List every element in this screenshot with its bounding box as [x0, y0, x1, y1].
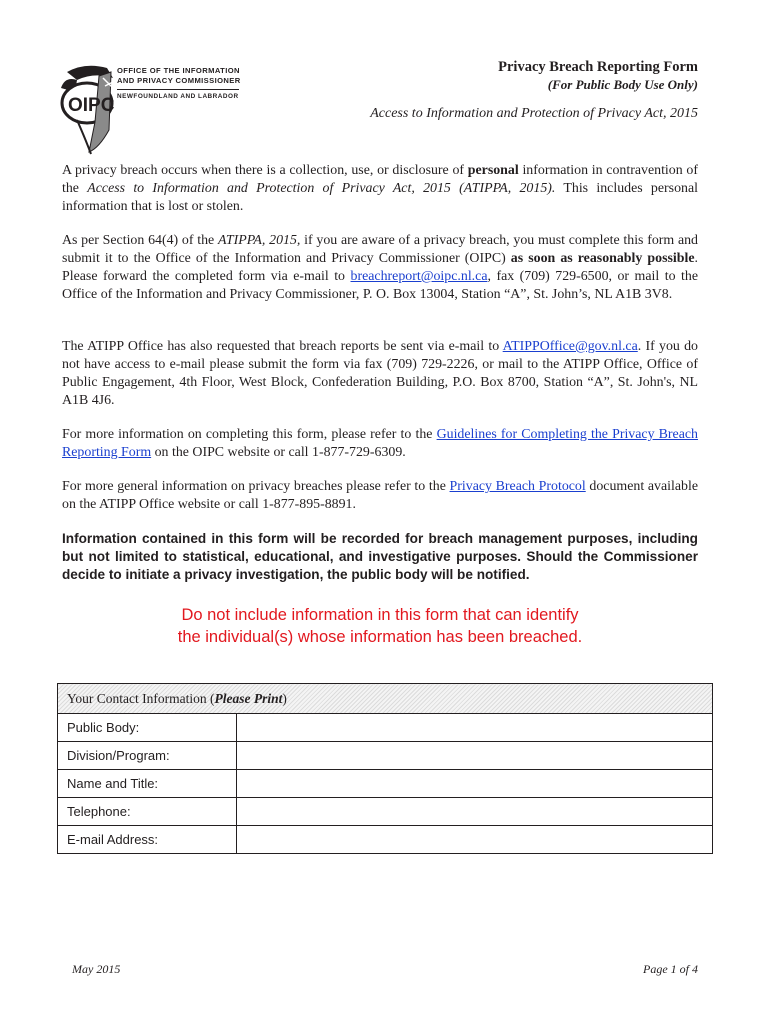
act-title: Access to Information and Protection of Privacy Act, 2015 — [370, 106, 698, 121]
intro-paragraph — [62, 162, 698, 216]
svg-text:OIPC: OIPC — [68, 95, 115, 116]
para1-act: Access to Information and Protection of Privacy Act, 2015 (ATIPPA, 2015). — [87, 181, 556, 196]
section-64-paragraph — [62, 232, 698, 304]
footer-page-number: Page 1 of 4 — [643, 962, 698, 976]
para1-text-3: This includes personal information that is lost or stolen. — [62, 181, 698, 214]
para2-bold: as soon as reasonably possible — [510, 251, 695, 266]
para2-act: ATIPPA, 2015, — [217, 233, 301, 248]
para4-text-2: on the OIPC website or call 1-877-729-6309. — [151, 445, 406, 460]
form-header — [498, 58, 698, 93]
para2-text-3: . Please forward the completed form via e-mail to — [62, 251, 698, 284]
name-title-field[interactable] — [237, 770, 713, 798]
atipp-email-link[interactable]: ATIPPOffice@gov.nl.ca — [502, 339, 638, 354]
para5-text-2: document available on the ATIPP Office website or call 1-877-895-8891. — [62, 479, 698, 512]
oipc-email-link[interactable]: breachreport@oipc.nl.ca — [350, 269, 488, 284]
contact-information-table — [57, 683, 713, 854]
para2-text-4: , fax (709) 729-6500, or mail to the Office of the Information and Privacy Commissioner, P. O. Box 13004, Station “A”, St. John’s, NL A1B 3V8. — [62, 269, 699, 302]
guidelines-link[interactable]: Guidelines for Completing the Privacy Breach Reporting Form — [62, 427, 699, 460]
para1-text-2: information in contravention of the — [62, 163, 698, 196]
warning-message — [62, 604, 698, 648]
para3-text: The ATIPP Office has also requested that breach reports be sent via e-mail to — [62, 339, 503, 354]
logo-line-2: AND PRIVACY COMMISSIONER — [117, 76, 241, 85]
footer-date: May 2015 — [72, 962, 121, 976]
para1-bold: personal — [467, 163, 519, 178]
name-title-label: Name and Title: — [58, 770, 237, 798]
form-subtitle: (For Public Body Use Only) — [547, 77, 698, 92]
protocol-paragraph — [62, 478, 698, 514]
public-body-field[interactable] — [237, 714, 713, 742]
logo-line-1: OFFICE OF THE INFORMATION — [117, 66, 240, 75]
logo-org-name — [117, 66, 241, 102]
para5-text: For more general information on privacy breaches please refer to the — [62, 479, 450, 494]
division-program-label: Division/Program: — [58, 742, 237, 770]
table-row — [58, 742, 713, 770]
para2-text: As per Section 64(4) of the — [62, 233, 218, 248]
heading-italic: Please Print — [214, 690, 283, 706]
division-program-field[interactable] — [237, 742, 713, 770]
telephone-field[interactable] — [237, 798, 713, 826]
para2-text-2: if you are aware of a privacy breach, you must complete this form and submit it to the Office of the Information and Privacy Commissioner (OIPC) — [62, 233, 699, 266]
public-body-label: Public Body: — [58, 714, 237, 742]
form-title: Privacy Breach Reporting Form — [498, 59, 698, 75]
guidelines-paragraph — [62, 426, 698, 462]
table-row — [58, 714, 713, 742]
logo-line-3: NEWFOUNDLAND AND LABRADOR — [117, 89, 239, 102]
para4-text: For more information on completing this form, please refer to the — [62, 427, 437, 442]
table-row — [58, 826, 713, 854]
warning-line-1: Do not include information in this form that can identify — [181, 606, 579, 624]
table-row — [58, 798, 713, 826]
email-address-label: E-mail Address: — [58, 826, 237, 854]
contact-table-header-row — [58, 684, 713, 714]
warning-line-2: the individual(s) whose information has been breached. — [177, 628, 583, 646]
para3-text-2: . If you do not have access to e-mail please submit the form via fax (709) 729-2226, or mail to the ATIPP Office, Office of Public Engagement, 4th Floor, West Block, Confederation Building, P.O. Box 8700, Station “A”, St. John's, NL A1B 4J6. — [62, 339, 698, 408]
heading-end: ) — [282, 690, 287, 706]
atipp-office-paragraph — [62, 338, 698, 410]
email-address-field[interactable] — [237, 826, 713, 854]
table-row — [58, 770, 713, 798]
protocol-link[interactable]: Privacy Breach Protocol — [449, 479, 586, 494]
heading-text: Your Contact Information ( — [67, 690, 215, 706]
contact-table-heading — [58, 684, 713, 714]
notice-paragraph: Information contained in this form will be recorded for breach management purposes, including but not limited to statistical, educational, and investigative purposes. Should the Commissioner decide to initiate a privacy investigation, the public body will be notified. — [62, 531, 698, 582]
para1-text: A privacy breach occurs when there is a collection, use, or disclosure of — [62, 163, 468, 178]
telephone-label: Telephone: — [58, 798, 237, 826]
